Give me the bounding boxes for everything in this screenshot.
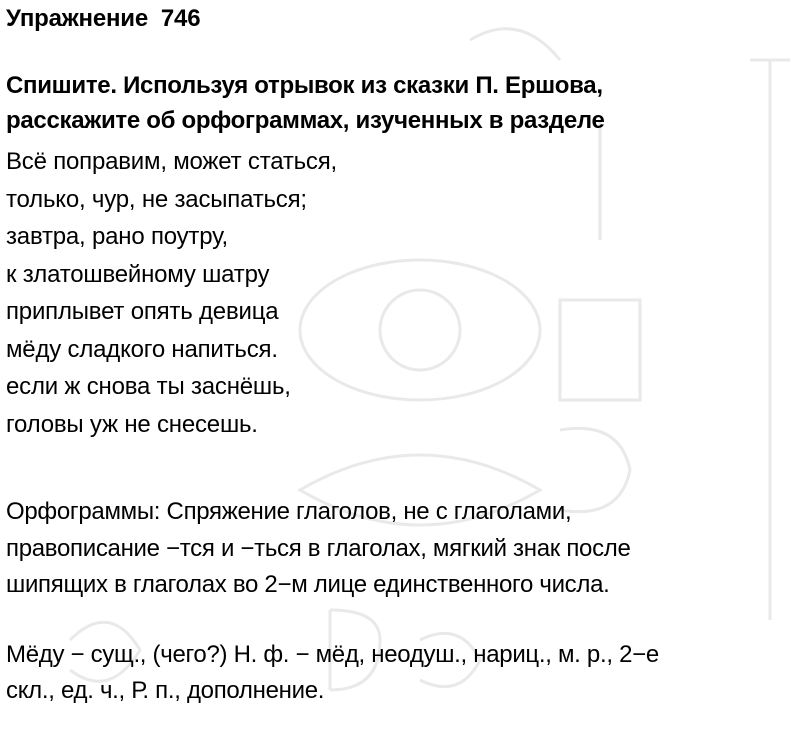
parsing-line: Мёду − сущ., (чего?) Н. ф. − мёд, неодуш., нариц., м. р., 2−е — [6, 640, 659, 668]
task-line: Спишите. Используя отрывок из сказки П. Ершова, — [6, 72, 603, 99]
orthograms-line: Орфограммы: Спряжение глаголов, не с глаголами, — [6, 498, 572, 525]
poem-line: только, чур, не засыпаться; — [6, 185, 307, 213]
poem-line: Всё поправим, может статься, — [6, 148, 337, 175]
poem-line: приплывет опять девица — [6, 298, 279, 325]
parsing-line: скл., ед. ч., Р. п., дополнение. — [6, 677, 325, 704]
exercise-title: Упражнение 746 — [6, 5, 201, 32]
orthograms-paragraph — [6, 494, 800, 604]
task-line: расскажите об орфограммах, изученных в разделе — [6, 107, 605, 134]
poem-line: к златошвейному шатру — [6, 260, 270, 288]
orthograms-line: правописание −тся и −ться в глаголах, мягкий знак после — [6, 534, 631, 562]
orthograms-line: шипящих в глаголах во 2−м лице единственного числа. — [6, 571, 610, 598]
poem-line: головы уж не снесешь. — [6, 410, 258, 438]
word-parsing-paragraph — [6, 637, 800, 710]
poem-excerpt — [6, 143, 800, 443]
task-instruction — [6, 68, 800, 138]
poem-line: завтра, рано поутру, — [6, 223, 228, 250]
poem-line: если ж снова ты заснёшь, — [6, 373, 291, 400]
poem-line: мёду сладкого напиться. — [6, 335, 278, 363]
exercise-content — [6, 0, 800, 710]
